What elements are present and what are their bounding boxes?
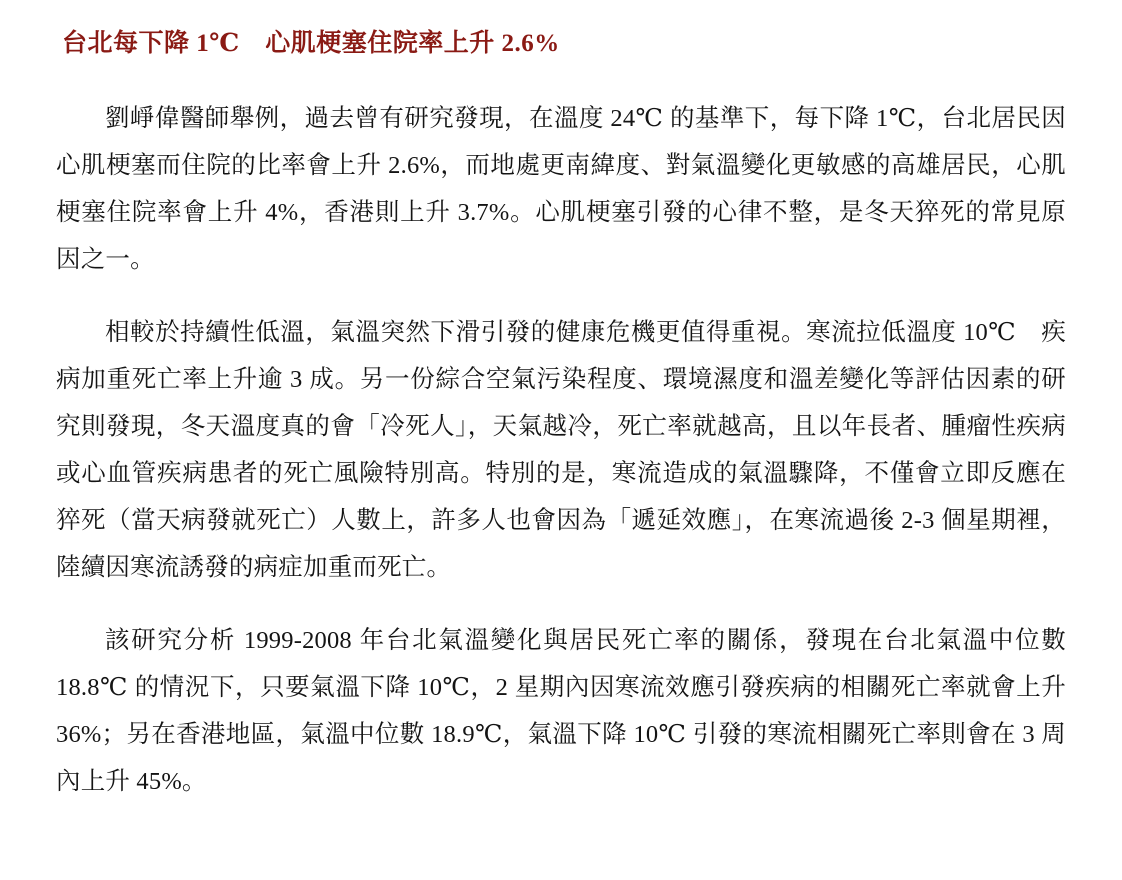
- body-paragraph-2: 相較於持續性低溫，氣溫突然下滑引發的健康危機更值得重視。寒流拉低溫度 10℃ 疾病加重死亡率上升逾 3 成。另一份綜合空氣污染程度、環境濕度和溫差變化等評估因素的研究則發現，冬天溫度真的會「冷死人」，天氣越冷，死亡率就越高，且以年長者、腫瘤性疾病或心血管疾病患者的死亡風險特別高。特別的是，寒流造成的氣溫驟降，不僅會立即反應在猝死（當天病發就死亡）人數上，許多人也會因為「遞延效應」，在寒流過後 2-3 個星期裡，陸續因寒流誘發的病症加重而死亡。: [56, 319, 1066, 582]
- page-title: 台北每下降 1℃ 心肌梗塞住院率上升 2.6%: [62, 30, 560, 57]
- body-paragraph-1: 劉崢偉醫師舉例，過去曾有研究發現，在溫度 24℃ 的基準下，每下降 1℃，台北居民因心肌梗塞而住院的比率會上升 2.6%，而地處更南緯度、對氣溫變化更敏感的高雄居民，心肌梗塞住院率會上升 4%，香港則上升 3.7%。心肌梗塞引發的心律不整，是冬天猝死的常見原因之一。: [56, 105, 1066, 274]
- body-paragraph-3: 該研究分析 1999-2008 年台北氣溫變化與居民死亡率的關係，發現在台北氣溫中位數 18.8℃ 的情況下，只要氣溫下降 10℃，2 星期內因寒流效應引發疾病的相關死亡率就會上升 36%；另在香港地區，氣溫中位數 18.9℃，氣溫下降 10℃ 引發的寒流相關死亡率則會在 3 周內上升 45%。: [56, 627, 1066, 796]
